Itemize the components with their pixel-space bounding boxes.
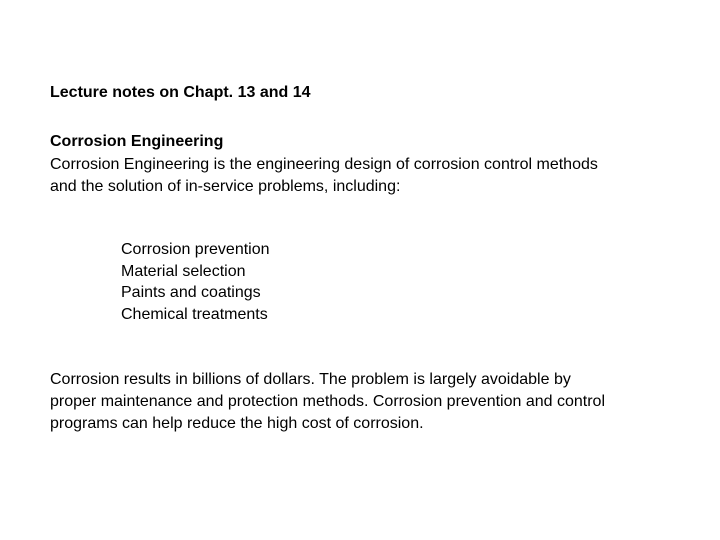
intro-text-line-1: Corrosion Engineering is the engineering design of corrosion control methods: [50, 156, 598, 173]
list-item-chemical-treatments: Chemical treatments: [121, 306, 268, 323]
closing-text-line-2: proper maintenance and protection methods. Corrosion prevention and control: [50, 393, 605, 410]
list-item-material-selection: Material selection: [121, 263, 246, 280]
section-heading: Corrosion Engineering: [50, 133, 224, 150]
page-title: Lecture notes on Chapt. 13 and 14: [50, 84, 311, 101]
closing-text-line-1: Corrosion results in billions of dollars. The problem is largely avoidable by: [50, 371, 571, 388]
list-item-paints-and-coatings: Paints and coatings: [121, 284, 261, 301]
closing-text-line-3: programs can help reduce the high cost of corrosion.: [50, 415, 424, 432]
intro-text-line-2: and the solution of in-service problems, including:: [50, 178, 401, 195]
list-item-corrosion-prevention: Corrosion prevention: [121, 241, 270, 258]
